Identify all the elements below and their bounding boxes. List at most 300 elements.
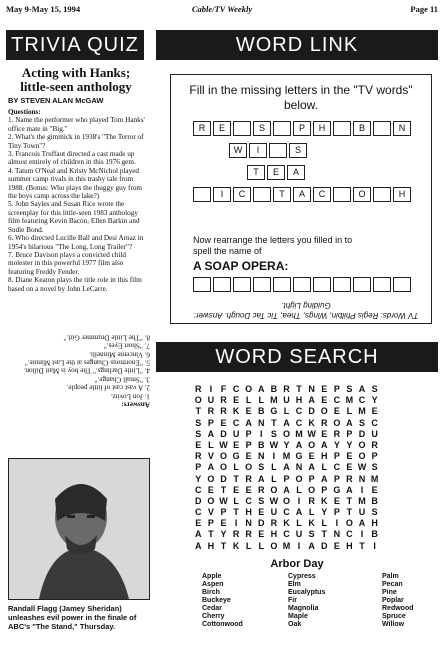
grid-letter[interactable]: A — [295, 507, 303, 518]
grid-letter[interactable]: P — [220, 507, 227, 518]
grid-letter[interactable]: C — [283, 529, 290, 540]
questions-label: Questions: — [8, 108, 41, 116]
grid-letter[interactable]: T — [321, 529, 327, 540]
grid-letter[interactable]: M — [270, 395, 278, 406]
grid-letter[interactable]: G — [270, 406, 278, 417]
grid-letter[interactable]: U — [358, 507, 366, 518]
grid-letter[interactable]: Y — [333, 439, 340, 450]
grid-letter[interactable]: G — [333, 484, 341, 495]
grid-letter[interactable]: H — [320, 451, 328, 462]
grid-letter[interactable]: P — [371, 451, 378, 462]
grid-letter[interactable]: S — [270, 428, 277, 439]
word-list-column — [288, 573, 325, 629]
grid-letter[interactable]: P — [308, 473, 315, 484]
grid-letter[interactable]: N — [258, 451, 265, 462]
grid-letter[interactable]: E — [258, 507, 265, 518]
grid-letter[interactable]: E — [233, 484, 240, 495]
letter-cell[interactable] — [193, 187, 211, 202]
grid-letter[interactable]: E — [371, 406, 378, 417]
grid-letter[interactable]: M — [358, 495, 366, 506]
grid-letter[interactable]: I — [297, 540, 301, 551]
grid-letter[interactable]: H — [207, 540, 215, 551]
grid-letter[interactable]: P — [245, 439, 252, 450]
grid-letter[interactable]: Y — [346, 439, 353, 450]
grid-letter[interactable]: N — [333, 529, 341, 540]
grid-letter[interactable]: S — [258, 462, 265, 473]
grid-letter[interactable]: B — [371, 529, 378, 540]
grid-letter[interactable]: I — [360, 484, 364, 495]
grid-letter[interactable]: S — [195, 417, 202, 428]
answer-cell[interactable] — [373, 277, 391, 292]
letter-cell[interactable] — [333, 187, 351, 202]
grid-letter[interactable]: E — [245, 406, 252, 417]
grid-letter[interactable]: E — [321, 395, 328, 406]
byline: BY STEVEN ALAN McGAW — [8, 96, 104, 105]
grid-letter[interactable]: O — [219, 462, 227, 473]
grid-letter[interactable]: O — [320, 406, 328, 417]
word-list-item: Apple — [202, 573, 222, 580]
letter-cell[interactable]: H — [393, 187, 411, 202]
grid-letter[interactable]: O — [358, 439, 366, 450]
grid-letter[interactable]: P — [321, 484, 328, 495]
grid-letter[interactable]: L — [245, 395, 252, 406]
grid-letter[interactable]: G — [232, 451, 240, 462]
word-list-item: Palm — [382, 573, 399, 580]
grid-letter[interactable]: R — [333, 428, 341, 439]
grid-letter[interactable]: A — [207, 428, 215, 439]
word-list-item: Magnolia — [288, 605, 319, 612]
answer-cell[interactable] — [293, 277, 311, 292]
letter-cell[interactable]: E — [213, 121, 231, 136]
grid-letter[interactable]: W — [219, 439, 228, 450]
grid-letter[interactable]: I — [209, 384, 213, 394]
grid-letter[interactable]: L — [258, 395, 265, 406]
grid-row — [192, 429, 381, 440]
grid-letter[interactable]: T — [346, 495, 353, 506]
grid-letter[interactable]: E — [333, 540, 340, 551]
grid-letter[interactable]: E — [371, 484, 378, 495]
grid-letter[interactable]: L — [321, 462, 327, 473]
letter-cell[interactable]: I — [213, 187, 231, 202]
grid-letter[interactable]: O — [295, 473, 303, 484]
grid-letter[interactable]: R — [245, 473, 252, 484]
grid-letter[interactable]: P — [333, 507, 340, 518]
grid-row — [192, 462, 381, 473]
grid-letter[interactable]: A — [258, 473, 265, 484]
grid-letter[interactable]: M — [345, 395, 354, 406]
grid-letter[interactable]: L — [271, 473, 277, 484]
letter-cell[interactable]: E — [267, 165, 285, 180]
letter-cell[interactable]: P — [293, 121, 311, 136]
trivia-answers-upside-down — [8, 333, 150, 409]
grid-letter[interactable]: T — [271, 417, 277, 428]
grid-letter[interactable]: E — [308, 451, 315, 462]
grid-letter[interactable]: L — [296, 484, 302, 495]
grid-letter[interactable]: E — [220, 417, 227, 428]
grid-letter[interactable]: S — [308, 529, 315, 540]
grid-letter[interactable]: M — [358, 406, 366, 417]
grid-letter[interactable]: C — [333, 395, 341, 406]
letter-cell[interactable]: W — [229, 143, 247, 158]
word-list-item: Redwood — [382, 605, 414, 612]
grid-letter[interactable]: C — [371, 417, 378, 428]
grid-letter[interactable]: L — [233, 462, 239, 473]
grid-letter[interactable]: L — [233, 495, 239, 506]
grid-letter[interactable]: C — [358, 395, 366, 406]
grid-letter[interactable]: K — [232, 406, 240, 417]
word-link-puzzle — [170, 74, 432, 324]
grid-letter[interactable]: S — [258, 495, 265, 506]
grid-letter[interactable]: A — [308, 540, 315, 551]
answer-cell[interactable] — [273, 277, 291, 292]
grid-letter[interactable]: I — [335, 518, 339, 529]
answer-cell[interactable] — [193, 277, 211, 292]
grid-letter[interactable]: A — [258, 384, 265, 394]
letter-cell[interactable]: O — [353, 187, 371, 202]
letter-cell[interactable]: H — [313, 121, 331, 136]
grid-letter[interactable]: M — [282, 451, 291, 462]
grid-letter[interactable]: O — [345, 518, 353, 529]
grid-letter[interactable]: D — [195, 495, 202, 506]
grid-letter[interactable]: E — [333, 406, 340, 417]
grid-letter[interactable]: M — [370, 473, 379, 484]
grid-letter[interactable]: H — [346, 540, 353, 551]
grid-letter[interactable]: E — [321, 384, 328, 394]
word-row-4 — [193, 187, 413, 202]
grid-letter[interactable]: L — [321, 518, 327, 529]
grid-letter[interactable]: P — [195, 462, 202, 473]
grid-letter[interactable]: C — [195, 507, 202, 518]
letter-cell[interactable]: N — [393, 121, 411, 136]
letter-cell[interactable]: C — [313, 187, 331, 202]
grid-letter[interactable]: R — [270, 518, 278, 529]
grid-letter[interactable]: P — [283, 473, 290, 484]
grid-letter[interactable]: P — [346, 428, 353, 439]
letter-cell[interactable]: I — [249, 143, 267, 158]
grid-letter[interactable]: U — [283, 395, 290, 406]
grid-letter[interactable]: O — [270, 484, 278, 495]
grid-letter[interactable]: I — [234, 518, 238, 529]
grid-letter[interactable]: K — [283, 518, 290, 529]
grid-letter[interactable]: M — [282, 540, 291, 551]
grid-letter[interactable]: K — [320, 495, 328, 506]
grid-letter[interactable]: E — [207, 484, 214, 495]
trivia-headline: Acting with Hanks; little-seen anthology — [20, 65, 132, 94]
grid-letter[interactable]: P — [207, 518, 214, 529]
grid-letter[interactable]: E — [346, 462, 353, 473]
word-list-item: Cedar — [202, 605, 222, 612]
grid-letter[interactable]: W — [357, 462, 367, 473]
grid-letter[interactable]: K — [232, 540, 240, 551]
answer-cell[interactable] — [313, 277, 331, 292]
grid-letter[interactable]: E — [233, 395, 240, 406]
answers-label: Answers: — [121, 400, 150, 409]
grid-letter[interactable]: R — [283, 384, 290, 394]
grid-letter[interactable]: O — [245, 384, 253, 394]
grid-letter[interactable]: I — [260, 428, 263, 439]
grid-letter[interactable]: S — [371, 384, 378, 394]
answer: 4. "Little Darlings." The boy is Matt Dillon. — [23, 367, 150, 376]
grid-letter[interactable]: O — [245, 462, 253, 473]
grid-letter[interactable]: O — [194, 395, 202, 406]
grid-letter[interactable]: C — [245, 495, 252, 506]
grid-letter[interactable]: O — [270, 540, 278, 551]
trivia-banner-text: TRIVIA QUIZ — [11, 30, 139, 60]
letter-cell[interactable] — [373, 121, 391, 136]
grid-letter[interactable]: B — [371, 495, 378, 506]
grid-letter[interactable]: C — [283, 507, 290, 518]
publication-name: Cable/TV Weekly — [191, 4, 253, 14]
letter-cell[interactable] — [233, 121, 251, 136]
grid-letter[interactable]: E — [195, 518, 202, 529]
grid-letter[interactable]: P — [207, 417, 214, 428]
grid-letter[interactable]: A — [320, 439, 328, 450]
grid-letter[interactable]: O — [207, 495, 215, 506]
grid-letter[interactable]: Y — [371, 395, 378, 406]
grid-letter[interactable]: N — [308, 384, 315, 394]
letter-cell[interactable]: A — [293, 187, 311, 202]
grid-letter[interactable]: I — [373, 540, 376, 551]
grid-row — [192, 507, 381, 518]
word-list-column — [202, 573, 243, 629]
grid-letter[interactable]: T — [346, 507, 353, 518]
grid-letter[interactable]: D — [320, 540, 328, 551]
grid-letter[interactable]: E — [346, 451, 353, 462]
grid-letter[interactable]: T — [220, 484, 227, 495]
grid-letter[interactable]: D — [220, 473, 227, 484]
grid-letter[interactable]: B — [258, 406, 265, 417]
grid-letter[interactable]: N — [358, 473, 366, 484]
grid-letter[interactable]: A — [358, 384, 366, 394]
grid-letter[interactable]: V — [207, 451, 214, 462]
grid-letter[interactable]: N — [258, 417, 265, 428]
grid-letter[interactable]: E — [233, 439, 240, 450]
grid-letter[interactable]: R — [220, 395, 227, 406]
grid-letter[interactable]: C — [333, 462, 341, 473]
grid-letter[interactable]: A — [358, 518, 366, 529]
grid-letter[interactable]: A — [295, 439, 303, 450]
grid-letter[interactable]: P — [333, 384, 340, 394]
grid-letter[interactable]: O — [333, 417, 341, 428]
grid-letter[interactable]: A — [346, 484, 353, 495]
grid-letter[interactable]: A — [283, 484, 290, 495]
letter-cell[interactable]: B — [353, 121, 371, 136]
answer: 7. "Short Eyes." — [103, 341, 150, 350]
grid-letter[interactable]: S — [195, 428, 202, 439]
grid-letter[interactable]: H — [270, 529, 278, 540]
grid-letter[interactable]: S — [346, 384, 353, 394]
grid-letter[interactable]: I — [360, 529, 364, 540]
grid-letter[interactable]: O — [308, 484, 316, 495]
grid-letter[interactable]: T — [233, 473, 239, 484]
grid-letter[interactable]: H — [295, 395, 303, 406]
grid-letter[interactable]: H — [371, 518, 378, 529]
grid-letter[interactable]: B — [258, 439, 265, 450]
grid-letter[interactable]: P — [245, 428, 252, 439]
grid-letter[interactable]: U — [232, 428, 240, 439]
grid-letter[interactable]: E — [333, 495, 340, 506]
grid-letter[interactable]: W — [269, 495, 279, 506]
issue-date: May 9-May 15, 1994 — [6, 4, 81, 14]
grid-letter[interactable]: E — [245, 451, 252, 462]
grid-letter[interactable]: C — [195, 484, 202, 495]
grid-letter[interactable]: C — [295, 417, 303, 428]
grid-letter[interactable]: U — [371, 428, 378, 439]
letter-cell[interactable] — [273, 121, 291, 136]
grid-letter[interactable]: L — [271, 462, 277, 473]
grid-letter[interactable]: D — [258, 518, 265, 529]
grid-letter[interactable]: C — [232, 384, 240, 394]
grid-letter[interactable]: T — [296, 384, 302, 394]
grid-letter[interactable]: R — [220, 406, 227, 417]
grid-letter[interactable]: S — [359, 417, 366, 428]
grid-letter[interactable]: T — [208, 529, 214, 540]
word-link-banner-text: WORD LINK — [236, 30, 358, 60]
grid-letter[interactable]: N — [295, 462, 303, 473]
letter-cell[interactable] — [373, 187, 391, 202]
grid-letter[interactable]: I — [297, 495, 301, 506]
grid-letter[interactable]: E — [195, 439, 202, 450]
grid-letter[interactable]: A — [320, 473, 328, 484]
word-list-item: Eucalyptus — [288, 589, 326, 596]
word-list-item: Spruce — [382, 613, 406, 620]
grid-letter[interactable]: N — [245, 518, 252, 529]
grid-letter[interactable]: R — [207, 406, 215, 417]
grid-letter[interactable]: O — [308, 439, 316, 450]
question: 8. Diane Keaton plays the title role in this film based on a novel by John LeCarre. — [8, 276, 142, 293]
grid-letter[interactable]: U — [270, 507, 278, 518]
grid-letter[interactable]: A — [195, 540, 202, 551]
grid-letter[interactable]: Y — [220, 529, 227, 540]
grid-letter[interactable]: R — [320, 417, 328, 428]
grid-letter[interactable]: A — [207, 462, 215, 473]
grid-letter[interactable]: I — [272, 451, 276, 462]
grid-letter[interactable]: P — [333, 473, 340, 484]
grid-letter[interactable]: R — [308, 495, 315, 506]
grid-letter[interactable]: C — [232, 417, 240, 428]
grid-letter[interactable]: D — [358, 428, 366, 439]
grid-letter[interactable]: C — [295, 406, 303, 417]
grid-letter[interactable]: E — [321, 428, 328, 439]
grid-letter[interactable]: T — [195, 406, 202, 417]
grid-letter[interactable]: A — [245, 417, 252, 428]
grid-letter[interactable]: K — [308, 518, 315, 529]
grid-letter[interactable]: W — [269, 439, 279, 450]
grid-letter[interactable]: L — [296, 518, 302, 529]
grid-letter[interactable]: L — [346, 406, 353, 417]
grid-letter[interactable]: W — [219, 495, 228, 506]
grid-letter[interactable]: A — [308, 395, 315, 406]
grid-letter[interactable]: A — [283, 462, 290, 473]
grid-letter[interactable]: W — [307, 428, 316, 439]
grid-letter[interactable]: O — [282, 495, 290, 506]
word-list-item: Maple — [288, 613, 308, 620]
answer-cell[interactable] — [253, 277, 271, 292]
grid-letter[interactable]: H — [245, 507, 252, 518]
grid-letter[interactable]: G — [295, 451, 303, 462]
grid-letter[interactable]: D — [220, 428, 227, 439]
grid-letter[interactable]: R — [346, 473, 353, 484]
letter-cell[interactable] — [253, 187, 271, 202]
grid-letter[interactable]: R — [195, 451, 202, 462]
answer: 3. "Small Change." — [94, 375, 150, 384]
grid-letter[interactable]: R — [371, 439, 378, 450]
grid-letter[interactable]: P — [333, 451, 340, 462]
letter-cell[interactable]: C — [233, 187, 251, 202]
grid-letter[interactable]: U — [207, 395, 215, 406]
grid-letter[interactable]: L — [283, 406, 290, 417]
grid-letter[interactable]: E — [258, 529, 265, 540]
grid-letter[interactable]: Y — [283, 439, 290, 450]
answer-cell[interactable] — [353, 277, 371, 292]
letter-cell[interactable]: A — [287, 165, 305, 180]
answer-cell[interactable] — [213, 277, 231, 292]
grid-letter[interactable]: T — [359, 540, 365, 551]
grid-letter[interactable]: E — [245, 484, 252, 495]
grid-letter[interactable]: D — [308, 406, 315, 417]
grid-letter[interactable]: R — [232, 529, 240, 540]
grid-letter[interactable]: B — [270, 384, 278, 394]
grid-letter[interactable]: R — [258, 484, 265, 495]
letter-cell[interactable]: R — [193, 121, 211, 136]
grid-row — [192, 440, 381, 451]
grid-letter[interactable]: R — [245, 529, 252, 540]
word-list-item: Pecan — [382, 581, 403, 588]
grid-letter[interactable]: O — [282, 428, 290, 439]
grid-letter[interactable]: E — [220, 518, 227, 529]
grid-letter[interactable]: O — [219, 451, 227, 462]
word-list-item: Cypress — [288, 573, 316, 580]
word-link-answer-upside-down: TV Words: Regis Philbin, Wings, Thea, Tic Tac Dough. Answer: Guiding Light. — [193, 301, 419, 320]
grid-letter[interactable]: U — [295, 529, 303, 540]
grid-letter[interactable]: T — [220, 540, 227, 551]
grid-letter[interactable]: L — [308, 507, 315, 518]
grid-letter[interactable]: O — [207, 473, 215, 484]
grid-letter[interactable]: L — [258, 540, 265, 551]
grid-letter[interactable]: F — [220, 384, 227, 394]
letter-cell[interactable] — [269, 143, 287, 158]
answer-cell[interactable] — [393, 277, 411, 292]
letter-cell[interactable]: S — [289, 143, 307, 158]
grid-letter[interactable]: Y — [321, 507, 328, 518]
answer: 6. Vincente Minnelli. — [89, 350, 150, 359]
grid-letter[interactable]: A — [195, 529, 202, 540]
letter-cell[interactable] — [333, 121, 351, 136]
grid-letter[interactable]: V — [207, 507, 214, 518]
grid-letter[interactable]: K — [308, 417, 315, 428]
grid-letter[interactable]: L — [208, 439, 214, 450]
grid-letter[interactable]: T — [233, 507, 239, 518]
answer-cell[interactable] — [233, 277, 251, 292]
grid-letter[interactable]: M — [295, 428, 303, 439]
grid-letter[interactable]: Y — [195, 473, 202, 484]
grid-letter[interactable]: S — [371, 507, 378, 518]
grid-row — [192, 496, 381, 507]
grid-row — [192, 541, 381, 552]
letter-cell[interactable]: T — [247, 165, 265, 180]
grid-letter[interactable]: L — [245, 540, 252, 551]
grid-letter[interactable]: C — [346, 529, 353, 540]
grid-letter[interactable]: A — [308, 462, 315, 473]
letter-cell[interactable]: S — [253, 121, 271, 136]
grid-letter[interactable]: A — [346, 417, 353, 428]
grid-letter[interactable]: O — [358, 451, 366, 462]
grid-letter[interactable]: R — [195, 384, 202, 394]
letter-cell[interactable]: T — [273, 187, 291, 202]
grid-letter[interactable]: A — [283, 417, 290, 428]
answer-cell[interactable] — [333, 277, 351, 292]
grid-letter[interactable]: S — [371, 462, 378, 473]
